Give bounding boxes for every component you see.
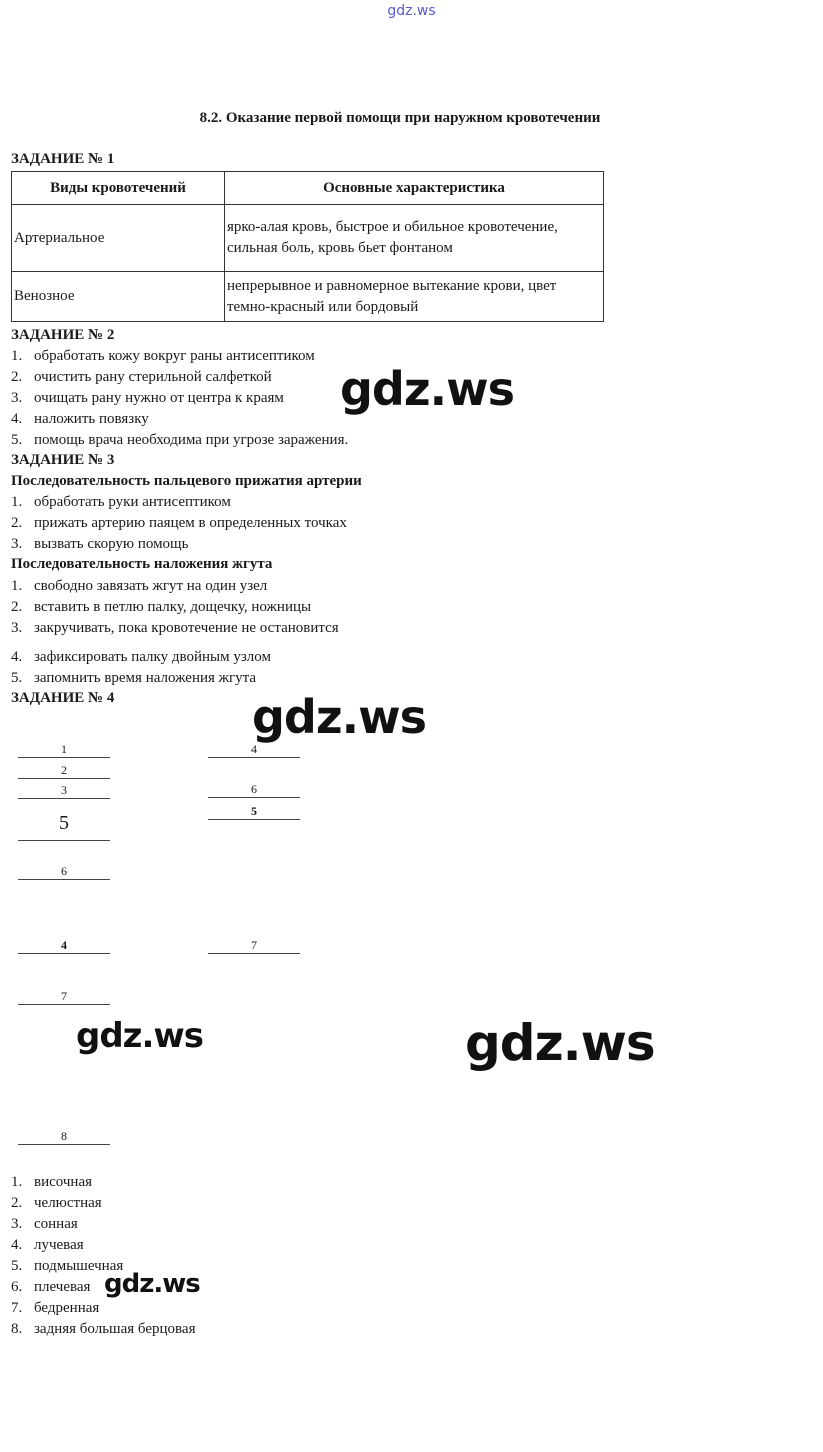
list-item: 5. помощь врача необходима при угрозе заражения. xyxy=(11,432,349,448)
label-blank: 4 xyxy=(18,937,110,954)
list-item: 2. очистить рану стерильной салфеткой xyxy=(11,369,272,385)
list-item: 6. плечевая xyxy=(11,1279,91,1295)
watermark: gdz.ws xyxy=(76,1016,204,1056)
task4-answer-list xyxy=(11,1172,195,1340)
watermark: gdz.ws xyxy=(252,690,426,744)
task3-subheading-tourniquet: Последовательность наложения жгута xyxy=(11,556,273,572)
list-item: 4. наложить повязку xyxy=(11,411,149,427)
list-item: 1. височная xyxy=(11,1174,93,1190)
label-blank: 4 xyxy=(208,741,300,758)
table-row xyxy=(12,205,604,272)
label-blank: 2 xyxy=(18,762,110,779)
list-item: 1. свободно завязать жгут на один узел xyxy=(11,578,268,594)
task3-heading: ЗАДАНИЕ № 3 xyxy=(11,452,115,468)
label-blank: 5 xyxy=(18,812,110,841)
watermark: gdz.ws xyxy=(340,362,514,416)
label-blank: 8 xyxy=(18,1128,110,1145)
label-blank: 7 xyxy=(18,988,110,1005)
task3-pressure-list xyxy=(11,492,347,555)
label-blank: 3 xyxy=(18,782,110,799)
list-item: 1. обработать кожу вокруг раны антисептиком xyxy=(11,348,315,364)
table-header-cell: Виды кровотечений xyxy=(12,172,225,205)
list-item: 4. лучевая xyxy=(11,1237,84,1253)
table-cell: ярко-алая кровь, быстрое и обильное кровотечение, сильная боль, кровь бьет фонтаном xyxy=(225,205,604,272)
list-item: 2. вставить в петлю палку, дощечку, ножницы xyxy=(11,599,312,615)
task3-subheading-pressure: Последовательность пальцевого прижатия артерии xyxy=(11,473,362,489)
task2-heading: ЗАДАНИЕ № 2 xyxy=(11,327,115,343)
table-cell: Венозное xyxy=(12,272,225,322)
list-item: 7. бедренная xyxy=(11,1300,100,1316)
task2-list xyxy=(11,346,348,451)
task3-tourniquet-list xyxy=(11,576,339,639)
bleeding-types-table xyxy=(11,171,604,322)
list-item: 3. очищать рану нужно от центра к краям xyxy=(11,390,284,406)
list-item: 4. зафиксировать палку двойным узлом xyxy=(11,649,271,665)
site-header[interactable]: gdz.ws xyxy=(387,3,436,19)
task1-heading: ЗАДАНИЕ № 1 xyxy=(11,151,115,167)
list-item: 1. обработать руки антисептиком xyxy=(11,494,231,510)
page-title: 8.2. Оказание первой помощи при наружном кровотечении xyxy=(199,110,601,126)
label-blank: 1 xyxy=(18,741,110,758)
watermark: gdz.ws xyxy=(465,1014,655,1072)
list-item: 2. прижать артерию паяцем в определенных точках xyxy=(11,515,347,531)
table-row xyxy=(12,272,604,322)
table-header-cell: Основные характеристика xyxy=(225,172,604,205)
table-cell: непрерывное и равномерное вытекание крови, цвет темно-красный или бордовый xyxy=(225,272,604,322)
list-item: 3. закручивать, пока кровотечение не остановится xyxy=(11,620,339,636)
label-blank: 6 xyxy=(208,781,300,798)
task4-heading: ЗАДАНИЕ № 4 xyxy=(11,690,115,706)
label-blank: 5 xyxy=(208,803,300,820)
label-blank: 7 xyxy=(208,937,300,954)
list-item: 5. запомнить время наложения жгута xyxy=(11,670,257,686)
table-header-row xyxy=(12,172,604,205)
list-item: 3. вызвать скорую помощь xyxy=(11,536,189,552)
task3-tourniquet-list-cont xyxy=(11,647,271,689)
list-item: 5. подмышечная xyxy=(11,1258,124,1274)
list-item: 2. челюстная xyxy=(11,1195,102,1211)
list-item: 8. задняя большая берцовая xyxy=(11,1321,196,1337)
label-blank: 6 xyxy=(18,863,110,880)
list-item: 3. сонная xyxy=(11,1216,78,1232)
watermark: gdz.ws xyxy=(104,1269,200,1299)
table-cell: Артериальное xyxy=(12,205,225,272)
